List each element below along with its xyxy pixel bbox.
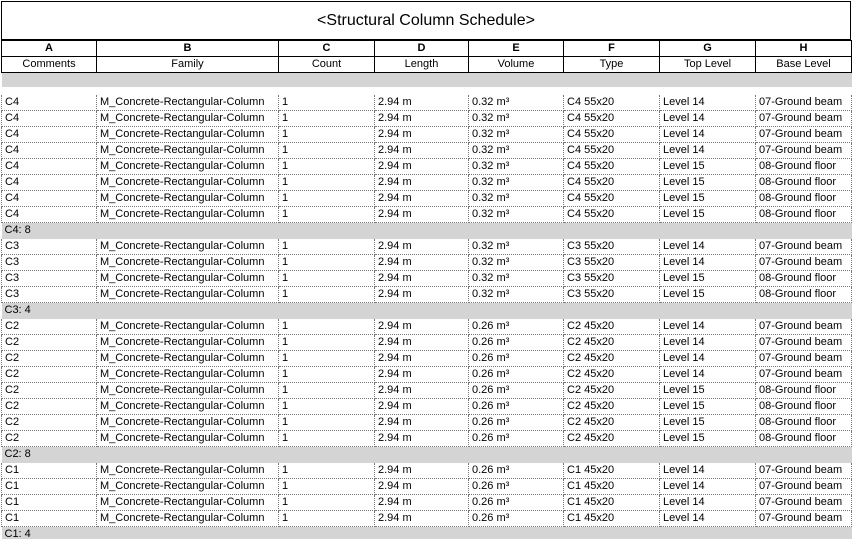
table-row[interactable] <box>2 383 852 399</box>
table-cell[interactable]: C2 <box>2 335 97 351</box>
schedule-table <box>1 40 852 539</box>
table-row[interactable] <box>2 127 852 143</box>
table-cell[interactable]: 07-Ground beam <box>756 319 852 335</box>
table-cell[interactable]: M_Concrete-Rectangular-Column <box>97 175 279 191</box>
table-cell[interactable]: 2.94 m <box>375 127 469 143</box>
table-row[interactable] <box>2 175 852 191</box>
table-cell[interactable]: 07-Ground beam <box>756 511 852 527</box>
table-cell[interactable]: M_Concrete-Rectangular-Column <box>97 351 279 367</box>
table-cell[interactable]: 2.94 m <box>375 383 469 399</box>
table-cell[interactable]: 08-Ground floor <box>756 175 852 191</box>
table-row[interactable] <box>2 511 852 527</box>
table-cell[interactable]: 1 <box>279 399 375 415</box>
column-letter[interactable]: F <box>564 41 660 57</box>
table-cell[interactable]: 07-Ground beam <box>756 127 852 143</box>
table-cell[interactable]: M_Concrete-Rectangular-Column <box>97 111 279 127</box>
column-header-row <box>2 57 852 73</box>
table-cell[interactable]: Level 15 <box>660 287 756 303</box>
table-cell[interactable]: C4 <box>2 175 97 191</box>
table-cell[interactable]: C2 <box>2 367 97 383</box>
table-row[interactable] <box>2 271 852 287</box>
table-cell[interactable]: M_Concrete-Rectangular-Column <box>97 143 279 159</box>
table-cell[interactable]: Level 14 <box>660 463 756 479</box>
table-cell[interactable]: Level 14 <box>660 255 756 271</box>
table-cell[interactable]: 1 <box>279 431 375 447</box>
table-cell[interactable]: 1 <box>279 287 375 303</box>
table-cell[interactable]: M_Concrete-Rectangular-Column <box>97 463 279 479</box>
table-cell[interactable]: C3 <box>2 239 97 255</box>
table-cell[interactable]: 2.94 m <box>375 95 469 111</box>
table-cell[interactable]: 2.94 m <box>375 159 469 175</box>
table-cell[interactable]: 0.26 m³ <box>469 351 564 367</box>
table-cell[interactable]: 0.32 m³ <box>469 95 564 111</box>
table-row[interactable] <box>2 255 852 271</box>
table-cell[interactable]: M_Concrete-Rectangular-Column <box>97 367 279 383</box>
table-cell[interactable]: C1 45x20 <box>564 463 660 479</box>
table-cell[interactable]: C2 45x20 <box>564 319 660 335</box>
table-cell[interactable]: Level 15 <box>660 431 756 447</box>
table-cell[interactable]: 0.32 m³ <box>469 159 564 175</box>
schedule-title[interactable]: <Structural Column Schedule> <box>1 1 851 40</box>
column-letter[interactable]: H <box>756 41 852 57</box>
table-cell[interactable]: Level 14 <box>660 319 756 335</box>
table-cell[interactable]: 1 <box>279 207 375 223</box>
column-header[interactable]: Length <box>375 57 469 73</box>
table-cell[interactable]: 0.26 m³ <box>469 319 564 335</box>
table-cell[interactable]: 2.94 m <box>375 175 469 191</box>
table-cell[interactable]: Level 14 <box>660 511 756 527</box>
table-cell[interactable]: Level 14 <box>660 95 756 111</box>
table-cell[interactable]: M_Concrete-Rectangular-Column <box>97 207 279 223</box>
table-cell[interactable]: C4 55x20 <box>564 191 660 207</box>
table-cell[interactable]: 2.94 m <box>375 319 469 335</box>
table-cell[interactable]: C2 <box>2 319 97 335</box>
column-header[interactable]: Volume <box>469 57 564 73</box>
table-cell[interactable]: C1 <box>2 495 97 511</box>
table-cell[interactable]: C2 <box>2 415 97 431</box>
table-cell[interactable]: C3 55x20 <box>564 287 660 303</box>
header-separator-band <box>2 73 852 87</box>
table-row[interactable] <box>2 95 852 111</box>
table-cell[interactable]: C1 <box>2 511 97 527</box>
table-cell[interactable]: C2 45x20 <box>564 399 660 415</box>
table-cell[interactable]: 0.26 m³ <box>469 495 564 511</box>
table-cell[interactable]: C3 <box>2 271 97 287</box>
table-cell[interactable]: 1 <box>279 351 375 367</box>
table-cell[interactable]: 08-Ground floor <box>756 207 852 223</box>
table-cell[interactable]: 2.94 m <box>375 431 469 447</box>
table-cell[interactable]: 07-Ground beam <box>756 111 852 127</box>
table-cell[interactable]: C3 <box>2 287 97 303</box>
table-cell[interactable]: 1 <box>279 159 375 175</box>
table-cell[interactable]: 2.94 m <box>375 287 469 303</box>
group-footer-row[interactable] <box>2 447 852 463</box>
table-cell[interactable]: 0.32 m³ <box>469 239 564 255</box>
table-cell[interactable]: M_Concrete-Rectangular-Column <box>97 159 279 175</box>
table-cell[interactable]: 1 <box>279 367 375 383</box>
table-cell[interactable]: 1 <box>279 271 375 287</box>
column-header[interactable]: Base Level <box>756 57 852 73</box>
table-cell[interactable]: C4 55x20 <box>564 143 660 159</box>
column-header[interactable]: Count <box>279 57 375 73</box>
table-row[interactable] <box>2 351 852 367</box>
table-cell[interactable]: 08-Ground floor <box>756 159 852 175</box>
table-row[interactable] <box>2 191 852 207</box>
table-cell[interactable]: Level 15 <box>660 271 756 287</box>
schedule-body <box>2 73 852 539</box>
group-footer-label: C4: 8 <box>2 223 852 239</box>
table-cell[interactable]: C2 45x20 <box>564 335 660 351</box>
table-cell[interactable]: 07-Ground beam <box>756 479 852 495</box>
table-cell[interactable]: M_Concrete-Rectangular-Column <box>97 271 279 287</box>
table-row[interactable] <box>2 335 852 351</box>
table-cell[interactable]: C4 55x20 <box>564 175 660 191</box>
table-cell[interactable]: C3 55x20 <box>564 239 660 255</box>
table-cell[interactable]: C4 <box>2 207 97 223</box>
table-row[interactable] <box>2 239 852 255</box>
table-cell[interactable]: 2.94 m <box>375 239 469 255</box>
table-cell[interactable]: M_Concrete-Rectangular-Column <box>97 255 279 271</box>
table-cell[interactable]: M_Concrete-Rectangular-Column <box>97 287 279 303</box>
table-row[interactable] <box>2 143 852 159</box>
table-cell[interactable]: M_Concrete-Rectangular-Column <box>97 495 279 511</box>
table-cell[interactable]: 07-Ground beam <box>756 367 852 383</box>
table-cell[interactable]: 0.26 m³ <box>469 431 564 447</box>
table-cell[interactable]: C4 <box>2 191 97 207</box>
table-cell[interactable]: 1 <box>279 127 375 143</box>
table-cell[interactable]: C1 <box>2 463 97 479</box>
table-cell[interactable]: 2.94 m <box>375 335 469 351</box>
table-cell[interactable]: 08-Ground floor <box>756 431 852 447</box>
table-cell[interactable]: C2 <box>2 383 97 399</box>
table-cell[interactable]: 08-Ground floor <box>756 271 852 287</box>
group-footer-row[interactable] <box>2 223 852 239</box>
table-cell[interactable]: C4 55x20 <box>564 159 660 175</box>
table-cell[interactable]: C4 55x20 <box>564 127 660 143</box>
column-header[interactable]: Type <box>564 57 660 73</box>
table-cell[interactable]: C4 <box>2 127 97 143</box>
table-row[interactable] <box>2 431 852 447</box>
table-cell[interactable]: 07-Ground beam <box>756 143 852 159</box>
table-cell[interactable]: 07-Ground beam <box>756 463 852 479</box>
table-cell[interactable]: C3 <box>2 255 97 271</box>
table-cell[interactable]: 1 <box>279 255 375 271</box>
table-cell[interactable]: Level 14 <box>660 143 756 159</box>
table-cell[interactable]: Level 15 <box>660 415 756 431</box>
table-cell[interactable]: 1 <box>279 511 375 527</box>
table-cell[interactable]: 0.32 m³ <box>469 111 564 127</box>
table-cell[interactable]: M_Concrete-Rectangular-Column <box>97 399 279 415</box>
table-cell[interactable]: 2.94 m <box>375 351 469 367</box>
table-cell[interactable]: 0.32 m³ <box>469 287 564 303</box>
table-row[interactable] <box>2 111 852 127</box>
table-cell[interactable]: 1 <box>279 319 375 335</box>
table-cell[interactable]: Level 14 <box>660 111 756 127</box>
table-cell[interactable]: 0.26 m³ <box>469 463 564 479</box>
column-letter[interactable]: D <box>375 41 469 57</box>
column-letter[interactable]: A <box>2 41 97 57</box>
table-cell[interactable]: 1 <box>279 495 375 511</box>
table-row[interactable] <box>2 287 852 303</box>
table-cell[interactable]: 2.94 m <box>375 399 469 415</box>
table-cell[interactable]: C4 <box>2 95 97 111</box>
table-cell[interactable]: 2.94 m <box>375 479 469 495</box>
table-cell[interactable]: M_Concrete-Rectangular-Column <box>97 127 279 143</box>
table-cell[interactable]: 0.32 m³ <box>469 207 564 223</box>
table-cell[interactable]: 2.94 m <box>375 367 469 383</box>
table-cell[interactable]: 1 <box>279 143 375 159</box>
group-footer-label: C2: 8 <box>2 447 852 463</box>
table-cell[interactable]: C2 45x20 <box>564 431 660 447</box>
table-cell[interactable]: 1 <box>279 239 375 255</box>
column-letter[interactable]: G <box>660 41 756 57</box>
table-cell[interactable]: 07-Ground beam <box>756 495 852 511</box>
table-cell[interactable]: 0.26 m³ <box>469 383 564 399</box>
table-cell[interactable]: Level 15 <box>660 159 756 175</box>
table-cell[interactable]: 1 <box>279 111 375 127</box>
table-cell[interactable]: 1 <box>279 383 375 399</box>
table-cell[interactable]: Level 14 <box>660 495 756 511</box>
table-cell[interactable]: C4 55x20 <box>564 111 660 127</box>
table-cell[interactable]: 08-Ground floor <box>756 399 852 415</box>
table-cell[interactable]: M_Concrete-Rectangular-Column <box>97 383 279 399</box>
table-cell[interactable]: 1 <box>279 415 375 431</box>
table-row[interactable] <box>2 159 852 175</box>
table-cell[interactable]: 07-Ground beam <box>756 255 852 271</box>
table-cell[interactable]: Level 15 <box>660 399 756 415</box>
table-cell[interactable]: C1 45x20 <box>564 511 660 527</box>
table-cell[interactable]: 0.32 m³ <box>469 191 564 207</box>
table-cell[interactable]: 2.94 m <box>375 271 469 287</box>
column-letter[interactable]: B <box>97 41 279 57</box>
table-cell[interactable]: Level 15 <box>660 175 756 191</box>
table-cell[interactable]: M_Concrete-Rectangular-Column <box>97 95 279 111</box>
table-row[interactable] <box>2 495 852 511</box>
table-cell[interactable]: C2 <box>2 399 97 415</box>
table-cell[interactable]: 0.32 m³ <box>469 143 564 159</box>
table-row[interactable] <box>2 207 852 223</box>
table-cell[interactable]: 0.32 m³ <box>469 255 564 271</box>
table-cell[interactable]: M_Concrete-Rectangular-Column <box>97 191 279 207</box>
table-cell[interactable]: M_Concrete-Rectangular-Column <box>97 431 279 447</box>
table-cell[interactable]: C3 55x20 <box>564 255 660 271</box>
table-cell[interactable]: 0.26 m³ <box>469 479 564 495</box>
table-cell[interactable]: Level 14 <box>660 351 756 367</box>
table-cell[interactable]: M_Concrete-Rectangular-Column <box>97 335 279 351</box>
table-cell[interactable]: 08-Ground floor <box>756 415 852 431</box>
column-header[interactable]: Comments <box>2 57 97 73</box>
table-cell[interactable]: Level 14 <box>660 335 756 351</box>
table-cell[interactable]: 0.26 m³ <box>469 399 564 415</box>
table-cell[interactable]: 07-Ground beam <box>756 239 852 255</box>
group-footer-label: C3: 4 <box>2 303 852 319</box>
table-cell[interactable]: 1 <box>279 175 375 191</box>
table-cell[interactable]: 07-Ground beam <box>756 335 852 351</box>
column-header[interactable]: Family <box>97 57 279 73</box>
table-cell[interactable]: Level 15 <box>660 207 756 223</box>
table-cell[interactable]: 0.32 m³ <box>469 271 564 287</box>
table-cell[interactable]: 0.26 m³ <box>469 511 564 527</box>
table-cell[interactable]: 1 <box>279 463 375 479</box>
blank-row <box>2 87 852 95</box>
table-cell[interactable]: 2.94 m <box>375 111 469 127</box>
table-cell[interactable]: 07-Ground beam <box>756 95 852 111</box>
column-letter[interactable]: E <box>469 41 564 57</box>
table-cell[interactable]: Level 14 <box>660 127 756 143</box>
group-footer-row[interactable] <box>2 303 852 319</box>
table-cell[interactable]: C1 <box>2 479 97 495</box>
table-cell[interactable]: Level 15 <box>660 191 756 207</box>
table-cell[interactable]: C4 55x20 <box>564 95 660 111</box>
table-cell[interactable]: 2.94 m <box>375 495 469 511</box>
column-header[interactable]: Top Level <box>660 57 756 73</box>
table-cell[interactable]: 1 <box>279 479 375 495</box>
table-cell[interactable]: 1 <box>279 335 375 351</box>
column-letter-row <box>2 41 852 57</box>
table-cell[interactable]: M_Concrete-Rectangular-Column <box>97 415 279 431</box>
group-footer-label: C1: 4 <box>2 527 852 539</box>
table-cell[interactable]: 2.94 m <box>375 415 469 431</box>
table-row[interactable] <box>2 463 852 479</box>
table-cell[interactable]: 2.94 m <box>375 463 469 479</box>
table-cell[interactable]: Level 14 <box>660 239 756 255</box>
table-cell[interactable]: 08-Ground floor <box>756 287 852 303</box>
table-cell[interactable]: C2 45x20 <box>564 415 660 431</box>
table-cell[interactable]: Level 14 <box>660 479 756 495</box>
table-cell[interactable]: M_Concrete-Rectangular-Column <box>97 511 279 527</box>
table-cell[interactable]: C4 <box>2 143 97 159</box>
table-row[interactable] <box>2 399 852 415</box>
table-cell[interactable]: 2.94 m <box>375 191 469 207</box>
table-cell[interactable]: C4 55x20 <box>564 207 660 223</box>
table-cell[interactable]: C3 55x20 <box>564 271 660 287</box>
table-row[interactable] <box>2 479 852 495</box>
table-cell[interactable]: 2.94 m <box>375 255 469 271</box>
table-cell[interactable]: M_Concrete-Rectangular-Column <box>97 239 279 255</box>
table-cell[interactable]: 1 <box>279 95 375 111</box>
table-cell[interactable]: C2 45x20 <box>564 383 660 399</box>
table-cell[interactable]: 07-Ground beam <box>756 351 852 367</box>
table-cell[interactable]: 0.26 m³ <box>469 415 564 431</box>
table-row[interactable] <box>2 367 852 383</box>
group-footer-row[interactable] <box>2 527 852 539</box>
table-cell[interactable]: C2 45x20 <box>564 351 660 367</box>
table-cell[interactable]: C2 45x20 <box>564 367 660 383</box>
table-cell[interactable]: 1 <box>279 191 375 207</box>
table-cell[interactable]: C4 <box>2 111 97 127</box>
column-letter[interactable]: C <box>279 41 375 57</box>
table-cell[interactable]: 0.32 m³ <box>469 127 564 143</box>
table-cell[interactable]: 2.94 m <box>375 207 469 223</box>
table-cell[interactable]: C1 45x20 <box>564 495 660 511</box>
table-cell[interactable]: 08-Ground floor <box>756 383 852 399</box>
table-cell[interactable]: M_Concrete-Rectangular-Column <box>97 319 279 335</box>
table-cell[interactable]: 0.26 m³ <box>469 367 564 383</box>
table-row[interactable] <box>2 415 852 431</box>
table-cell[interactable]: C2 <box>2 431 97 447</box>
table-cell[interactable]: 0.26 m³ <box>469 335 564 351</box>
table-cell[interactable]: Level 14 <box>660 367 756 383</box>
table-cell[interactable]: 2.94 m <box>375 143 469 159</box>
table-cell[interactable]: C2 <box>2 351 97 367</box>
table-cell[interactable]: 2.94 m <box>375 511 469 527</box>
table-row[interactable] <box>2 319 852 335</box>
table-cell[interactable]: C1 45x20 <box>564 479 660 495</box>
table-cell[interactable]: C4 <box>2 159 97 175</box>
table-cell[interactable]: 08-Ground floor <box>756 191 852 207</box>
table-cell[interactable]: 0.32 m³ <box>469 175 564 191</box>
table-cell[interactable]: M_Concrete-Rectangular-Column <box>97 479 279 495</box>
table-cell[interactable]: Level 15 <box>660 383 756 399</box>
